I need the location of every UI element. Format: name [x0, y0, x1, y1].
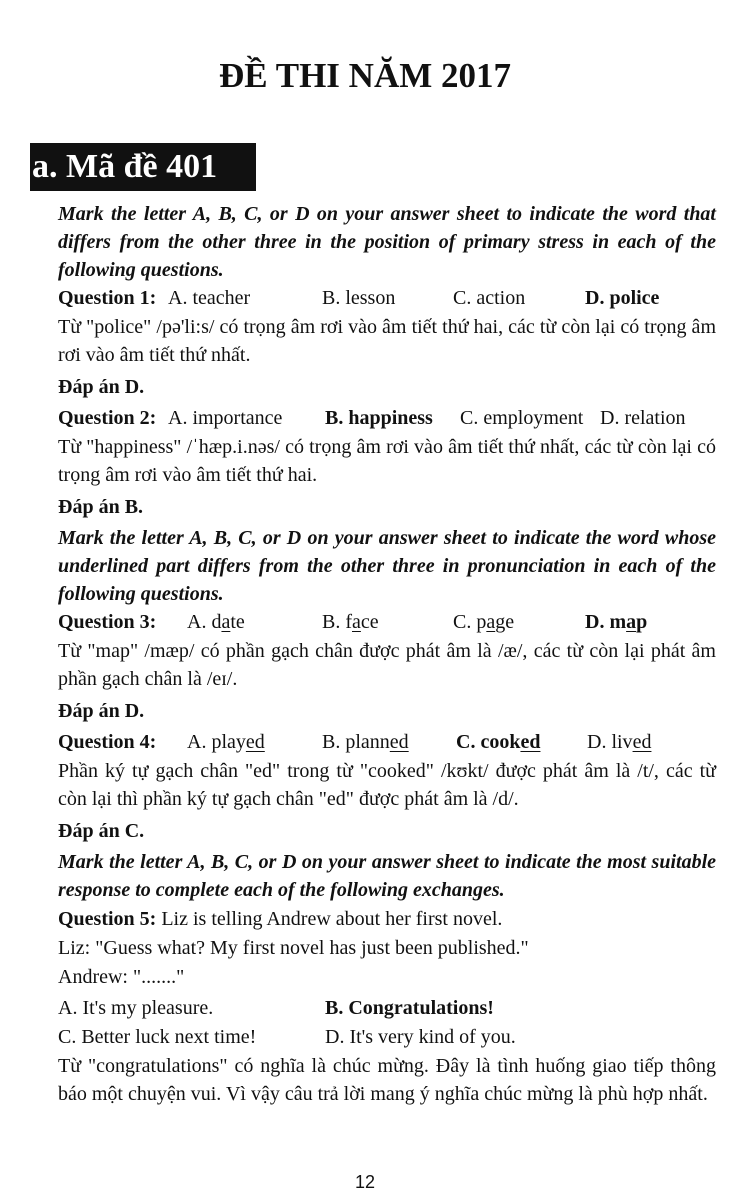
question-label: Question 1:	[58, 287, 157, 309]
question-3	[58, 608, 716, 637]
question-4	[58, 728, 716, 757]
answer: Đáp án D.	[58, 700, 145, 722]
option-b: B. lesson	[322, 287, 396, 309]
option-b: B. face	[322, 611, 379, 633]
option-a: A. teacher	[168, 287, 251, 309]
explanation: Từ "map" /mæp/ có phần gạch chân được phát âm là /æ/, các từ còn lại phát âm phần gạch chân là /eɪ/.	[58, 640, 716, 690]
answer: Đáp án C.	[58, 820, 145, 842]
dialogue-andrew: Andrew: "......."	[58, 966, 185, 988]
option-c: C. cooked	[456, 731, 541, 753]
explanation: Từ "congratulations" có nghĩa là chúc mừng. Đây là tình huống giao tiếp thông báo một chuyện vui. Vì vậy câu trả lời mang ý nghĩa chúc mừng là phù hợp nhất.	[58, 1055, 716, 1105]
document-body	[58, 198, 716, 1108]
option-d: D. lived	[587, 731, 652, 753]
question-label: Question 2:	[58, 407, 157, 429]
instruction: Mark the letter A, B, C, or D on your answer sheet to indicate the word that differs from the other three in the position of primary stress in each of the following questions.	[58, 203, 716, 281]
instruction: Mark the letter A, B, C, or D on your answer sheet to indicate the most suitable response to complete each of the following exchanges.	[58, 851, 716, 901]
option-d: D. police	[585, 287, 660, 309]
option-d: D. It's very kind of you.	[325, 1026, 516, 1048]
option-b: B. Congratulations!	[325, 997, 494, 1019]
page-title: ĐỀ THI NĂM 2017	[218, 56, 511, 95]
option-a: A. played	[187, 731, 265, 753]
option-a: A. It's my pleasure.	[58, 997, 214, 1019]
question-label: Question 4:	[58, 731, 157, 753]
question-5	[58, 905, 716, 933]
explanation: Từ "happiness" /ˈhæp.i.nəs/ có trọng âm rơi vào âm tiết thứ nhất, các từ còn lại có trọng âm rơi vào âm tiết thứ hai.	[58, 436, 716, 486]
dialogue-liz: Liz: "Guess what? My first novel has just been published."	[58, 937, 529, 959]
options-row-1	[58, 994, 716, 1023]
page-number: 12	[354, 1172, 376, 1192]
option-c: C. Better luck next time!	[58, 1026, 257, 1048]
answer: Đáp án D.	[58, 376, 145, 398]
question-1	[58, 284, 716, 313]
option-a: A. importance	[168, 407, 283, 429]
question-label: Question 3:	[58, 611, 157, 633]
options-row-2	[58, 1023, 716, 1052]
explanation: Từ "police" /pə'li:s/ có trọng âm rơi vào âm tiết thứ hai, các từ còn lại có trọng âm rơi vào âm tiết thứ nhất.	[58, 316, 716, 366]
option-d: D. map	[585, 611, 648, 633]
question-label: Question 5:	[58, 908, 157, 930]
answer: Đáp án B.	[58, 496, 144, 518]
option-a: A. date	[187, 611, 245, 633]
instruction: Mark the letter A, B, C, or D on your answer sheet to indicate the word whose underlined part differs from the other three in pronunciation in each of the following questions.	[58, 527, 716, 605]
option-c: C. employment	[460, 407, 584, 429]
section-heading: a. Mã đề 401	[30, 143, 256, 191]
option-b: B. planned	[322, 731, 409, 753]
option-b: B. happiness	[325, 407, 433, 429]
question-2	[58, 404, 716, 433]
option-d: D. relation	[600, 407, 686, 429]
option-c: C. page	[453, 611, 515, 633]
question-stem: Liz is telling Andrew about her first novel.	[161, 908, 503, 930]
option-c: C. action	[453, 287, 526, 309]
explanation: Phần ký tự gạch chân "ed" trong từ "cooked" /kʊkt/ được phát âm là /t/, các từ còn lại thì phần ký tự gạch chân "ed" được phát âm là /d/.	[58, 760, 716, 810]
